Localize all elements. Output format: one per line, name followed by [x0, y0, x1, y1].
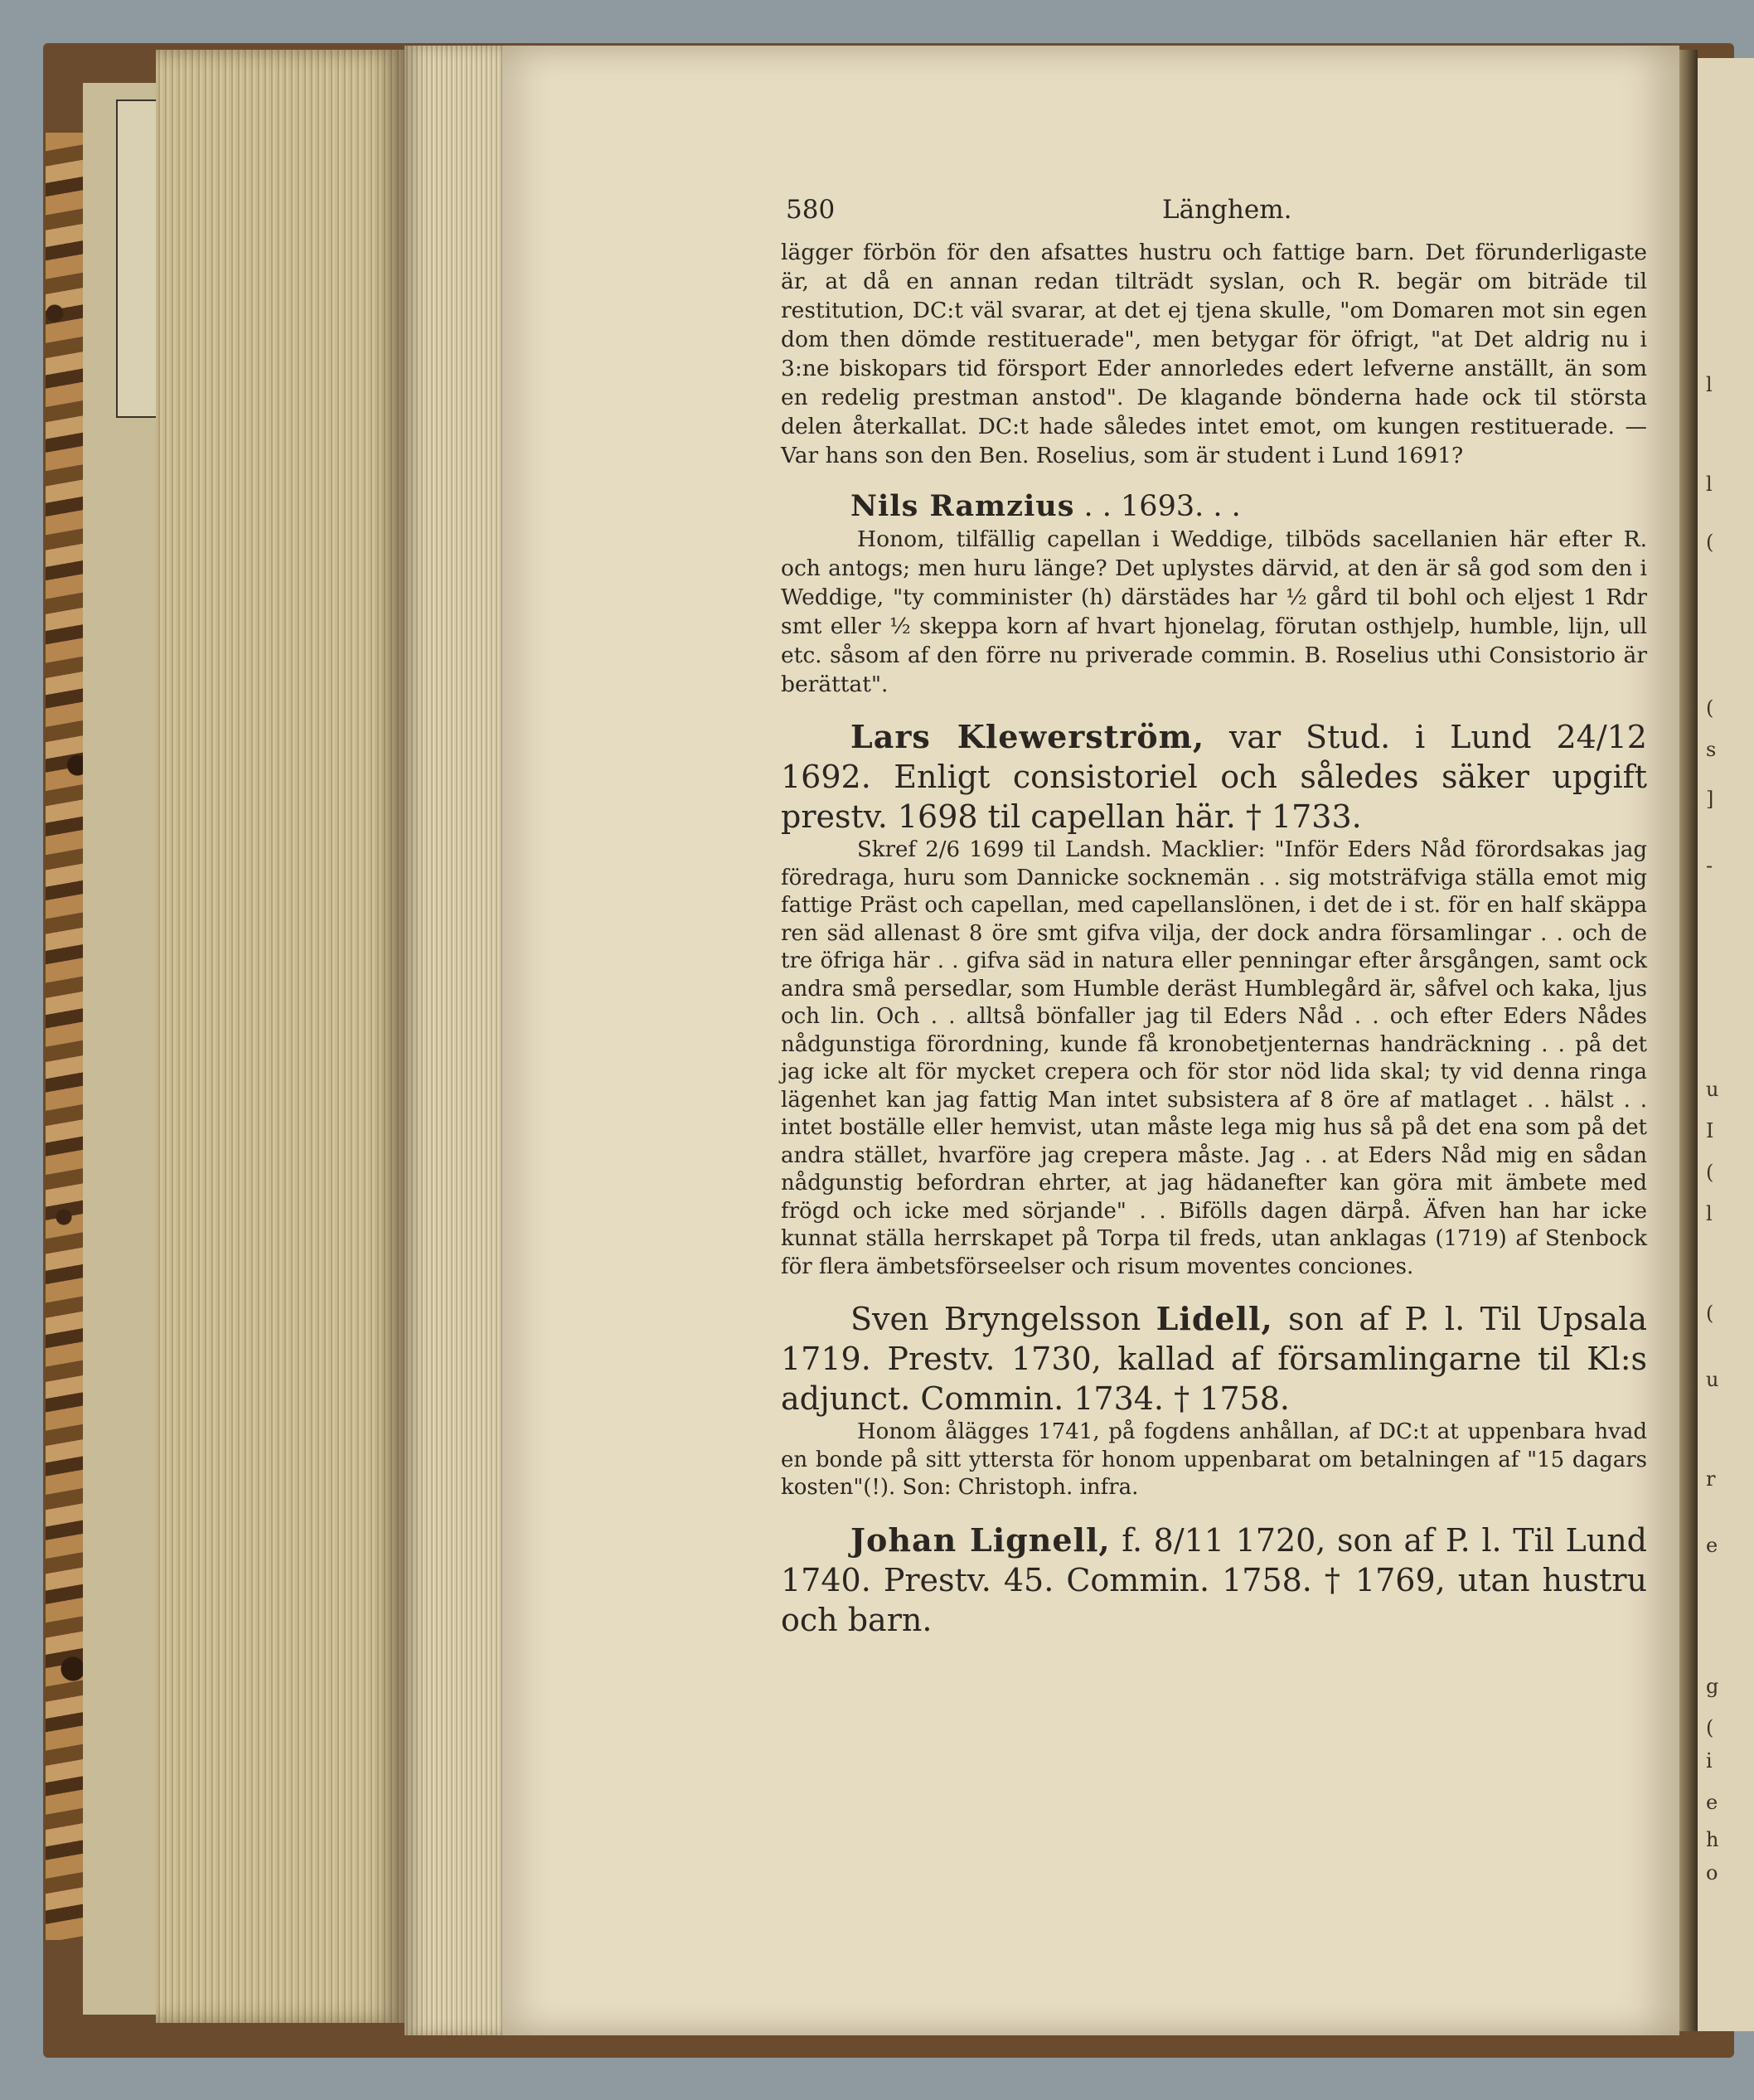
- entry-prefix: Sven Bryngelsson: [850, 1301, 1156, 1337]
- entry-name: Lidell,: [1156, 1300, 1273, 1337]
- facing-page-glyph: l: [1706, 473, 1713, 496]
- page-gutter: [1679, 50, 1698, 2031]
- facing-page-glyph: e: [1706, 1534, 1718, 1557]
- facing-page-glyph: ]: [1706, 788, 1714, 811]
- paragraph-1: lägger förbön för den afsattes hustru och fattige barn. Det förunderligaste är, at då en annan redan tilträdt syslan, och R. begär om biträde til restitution, DC:t väl svarar, at det ej tjena skulle, "om Domaren mot sin egen dom then dömde restituerade", men betygar för öfrigt, "at Det aldrig nu i 3:ne biskopars tid försport Eder annorledes edert lefverne anställt, än som en redelig prestman anstod". De klagande bönderna hade ock til största delen återkallat. DC:t hade således intet emot, om kungen restituerade. — Var hans son den Ben. Roselius, som är student i Lund 1691?: [781, 240, 1647, 468]
- facing-page-glyph: (: [1706, 1716, 1714, 1739]
- page-text-block: [781, 187, 1647, 1640]
- facing-page-glyph: u: [1706, 1368, 1719, 1391]
- facing-page-glyph: (: [1706, 696, 1714, 720]
- paragraph-2: Honom, tilfällig capellan i Weddige, tilböds sacellanien här efter R. och antogs; men huru länge? Det uplystes därvid, at den är så god som den i Weddige, "ty comminister (h) därstädes har ½ gård til bohl och eljest 1 Rdr smt eller ½ skeppa korn af hvart hjonelag, förutan osthjelp, humble, lijn, ull etc. såsom af den förre nu priverade commin. B. Roselius uthi Consistorio är berättat".: [781, 526, 1647, 697]
- facing-page-glyph: r: [1706, 1467, 1716, 1491]
- facing-page-glyph: (: [1706, 1161, 1714, 1184]
- page-number: 580: [786, 195, 836, 225]
- facing-page-glyph: I: [1706, 1119, 1714, 1142]
- facing-page-edge: [1698, 58, 1754, 2031]
- facing-page-glyph: s: [1706, 738, 1717, 761]
- entry-heading-rest: f. 8/11 1720, son af P. l. Til Lund 1740. Prestv. 45. Commin. 1758. † 1769, utan hustru och barn.: [781, 1521, 1648, 1638]
- facing-page-glyph: l: [1706, 1202, 1713, 1225]
- facing-page-glyph: -: [1706, 854, 1713, 877]
- stacked-leaves-inner: [405, 46, 502, 2035]
- entry-name: Nils Ramzius: [850, 489, 1075, 523]
- running-title: Länghem.: [1162, 195, 1292, 225]
- stacked-leaves-left: [156, 50, 405, 2023]
- entry-name: Lars Klewerström,: [850, 718, 1205, 755]
- facing-page-glyph: (: [1706, 1302, 1714, 1325]
- entry-heading-lignell: [781, 1520, 1647, 1640]
- entry-heading-rest: son af P. l. Til Upsala 1719. Prestv. 1730, kallad af församlingarne til Kl:s adjunct. Commin. 1734. † 1758.: [781, 1301, 1647, 1417]
- paragraph-3: Skref 2/6 1699 til Landsh. Macklier: "Inför Eders Nåd förordsakas jag föredraga, huru som Dannicke socknemän . . sig motsträfviga ställa emot mig fattige Präst och capellan, med capellanslönen, i det de i st. för en half skäppa ren säd allenast 8 öre smt gifva vilja, der dock andra församlingar . . och de tre öfriga här . . gifva säd in natura eller penningar efter årsgången, samt ock andra små persedlar, som Humble deräst Humblegård är, såfvel och kaka, ljus och lin. Och . . alltså bönfaller jag til Eders Nåd . . och efter Eders Nådes nådgunstiga förordning, kunde få kronobetjenternas handräckning . . på det jag icke alt för mycket crepera och för stor nöd lida skal; ty vid denna ringa lägenhet kan jag fattig Man intet subsistera af 8 öre af matlaget . . hälst . . intet boställe eller hemvist, utan måste lega mig hus så på det ena som på det andra stället, hvarföre jag crepera måste. Jag . . at Eders Nåd mig en sådan nådgunstig befordran ehrter, at jag hädanefter kan göra mit ämbete med frögd och icke med sörjande" . . Bifölls dagen därpå. Äfven han har icke kunnat ställa herrskapet på Torpa til freds, utan anklagas (1719) af Stenbock för flera ämbetsförseelser och risum moventes conciones.: [781, 837, 1647, 1279]
- facing-page-glyph: g: [1706, 1675, 1719, 1698]
- facing-page-glyph: e: [1706, 1791, 1718, 1814]
- facing-page-glyph: o: [1706, 1861, 1718, 1884]
- entry-heading-rest: var Stud. i Lund 24/12 1692. Enligt consistoriel och således säker upgift prestv. 1698 til capellan här. † 1733.: [781, 719, 1647, 835]
- page-header: [781, 187, 1647, 228]
- facing-page-glyph: l: [1706, 373, 1713, 396]
- entry-heading-ramzius: [781, 488, 1647, 525]
- facing-page-glyph: (: [1706, 531, 1714, 554]
- facing-page-glyph: h: [1706, 1828, 1719, 1851]
- entry-heading-lidell: [781, 1299, 1647, 1419]
- entry-heading-rest: . . 1693. . .: [1074, 490, 1241, 523]
- facing-page-glyph: u: [1706, 1078, 1719, 1101]
- facing-page-glyph: i: [1706, 1749, 1713, 1773]
- paragraph-4: Honom ålägges 1741, på fogdens anhållan, af DC:t at uppenbara hvad en bonde på sitt yttersta för honom uppenbarat om betalningen af "15 dagars kosten"(!). Son: Christoph. infra.: [781, 1419, 1647, 1500]
- entry-name: Johan Lignell,: [850, 1520, 1111, 1559]
- entry-heading-klewerstrom: [781, 717, 1647, 837]
